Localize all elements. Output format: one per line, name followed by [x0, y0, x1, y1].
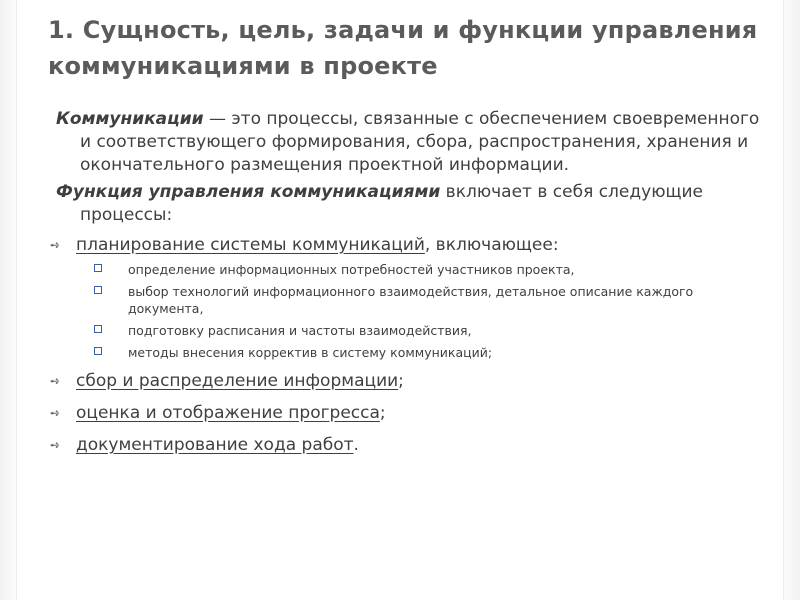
- list-item-rest: , включающее:: [424, 235, 559, 255]
- slide-body: [50, 108, 772, 457]
- checkbox-bullet-icon: [94, 264, 102, 272]
- chevron-bullet-icon: ➺: [50, 406, 61, 420]
- definition-paragraph: [56, 108, 772, 177]
- sub-list-item-text: подготовку расписания и частоты взаимодействия,: [128, 323, 472, 338]
- sub-list-item-text: методы внесения корректив в систему коммуникаций;: [128, 345, 493, 360]
- definition-term: Коммуникации: [56, 109, 204, 129]
- list-item-underlined: сбор и распределение информации: [76, 371, 399, 391]
- list-item: [50, 369, 772, 393]
- sub-list: [90, 261, 772, 361]
- list-item: [50, 233, 772, 361]
- chevron-bullet-icon: ➺: [50, 238, 61, 252]
- function-paragraph: [56, 181, 772, 227]
- sub-list-item: [90, 344, 772, 361]
- left-side-panel: [0, 0, 17, 600]
- list-item-rest: ;: [379, 403, 386, 423]
- list-item: [50, 433, 772, 457]
- list-item-underlined: документирование хода работ: [76, 435, 354, 455]
- sub-list-item: [90, 283, 772, 317]
- slide-title: [48, 12, 768, 84]
- list-item-underlined: планирование системы коммуникаций: [76, 235, 425, 255]
- chevron-bullet-icon: ➺: [50, 438, 61, 452]
- function-term: Функция управления коммуникациями: [56, 182, 441, 202]
- sub-list-item-text: выбор технологий информационного взаимодействия, детальное описание каждого документа,: [128, 284, 694, 316]
- list-item-rest: .: [353, 435, 359, 455]
- checkbox-bullet-icon: [94, 347, 102, 355]
- definition-text: — это процессы, связанные с обеспечением своевременного и соответствующего формирования, сбора, распространения, хранения и окончательного размещения проектной информации.: [80, 109, 760, 175]
- sub-list-item: [90, 261, 772, 278]
- checkbox-bullet-icon: [94, 325, 102, 333]
- title-number: 1.: [48, 16, 75, 44]
- sub-list-item-text: определение информационных потребностей участников проекта,: [128, 262, 575, 277]
- function-text: включает в себя следующие процессы:: [80, 182, 704, 225]
- checkbox-bullet-icon: [94, 286, 102, 294]
- list-item-rest: ;: [398, 371, 404, 391]
- process-list: [50, 233, 772, 457]
- right-side-panel: [783, 0, 800, 600]
- chevron-bullet-icon: ➺: [50, 374, 61, 388]
- title-text: Сущность, цель, задачи и функции управления коммуникациями в проекте: [48, 16, 758, 80]
- list-item-underlined: оценка и отображение прогресса: [76, 403, 380, 423]
- sub-list-item: [90, 322, 772, 339]
- list-item: [50, 401, 772, 425]
